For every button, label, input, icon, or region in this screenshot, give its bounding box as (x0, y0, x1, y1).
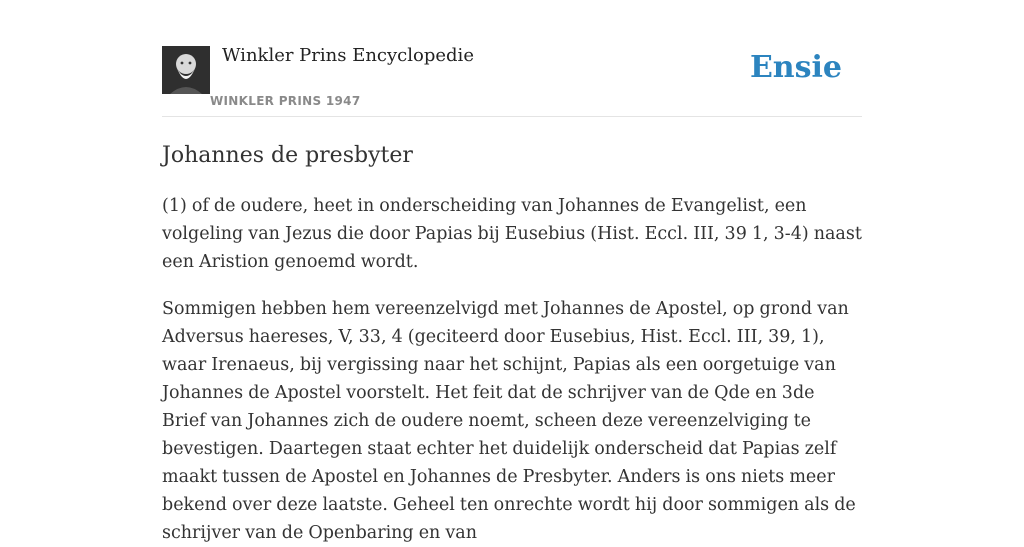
article-container (162, 0, 862, 547)
source-edition[interactable]: WINKLER PRINS 1947 (210, 94, 361, 108)
article-title: Johannes de presbyter (162, 143, 413, 168)
source-avatar[interactable] (162, 46, 210, 94)
portrait-icon (162, 46, 210, 94)
article-paragraph-1: (1) of de oudere, heet in onderscheiding van Johannes de Evangelist, een volgeling van Jezus die door Papias bij Eusebius (Hist. Eccl. III, 39 1, 3-4) naast een Aristion genoemd wordt. (162, 196, 862, 272)
article-header (162, 0, 862, 117)
source-name[interactable]: Winkler Prins Encyclopedie (222, 45, 474, 66)
brand-logo[interactable]: Ensie (749, 50, 842, 85)
article-paragraph-2: Sommigen hebben hem vereenzelvigd met Johannes de Apostel, op grond van Adversus haereses, V, 33, 4 (geciteerd door Eusebius, Hist. Eccl. III, 39, 1), waar Irenaeus, bij vergissing naar het schijnt, Papias als een oorgetuige van Johannes de Apostel voorstelt. Het feit dat de schrijver van de Qde en 3de Brief van Johannes zich de oudere noemt, scheen deze vereenzelviging te bevestigen. Daartegen staat echter het duidelijk onderscheid dat Papias zelf maakt tussen de Apostel en Johannes de Presbyter. Anders is ons niets meer bekend over deze laatste. Geheel ten onrechte wordt hij door sommigen als de schrijver van de Openbaring en van (162, 299, 856, 543)
